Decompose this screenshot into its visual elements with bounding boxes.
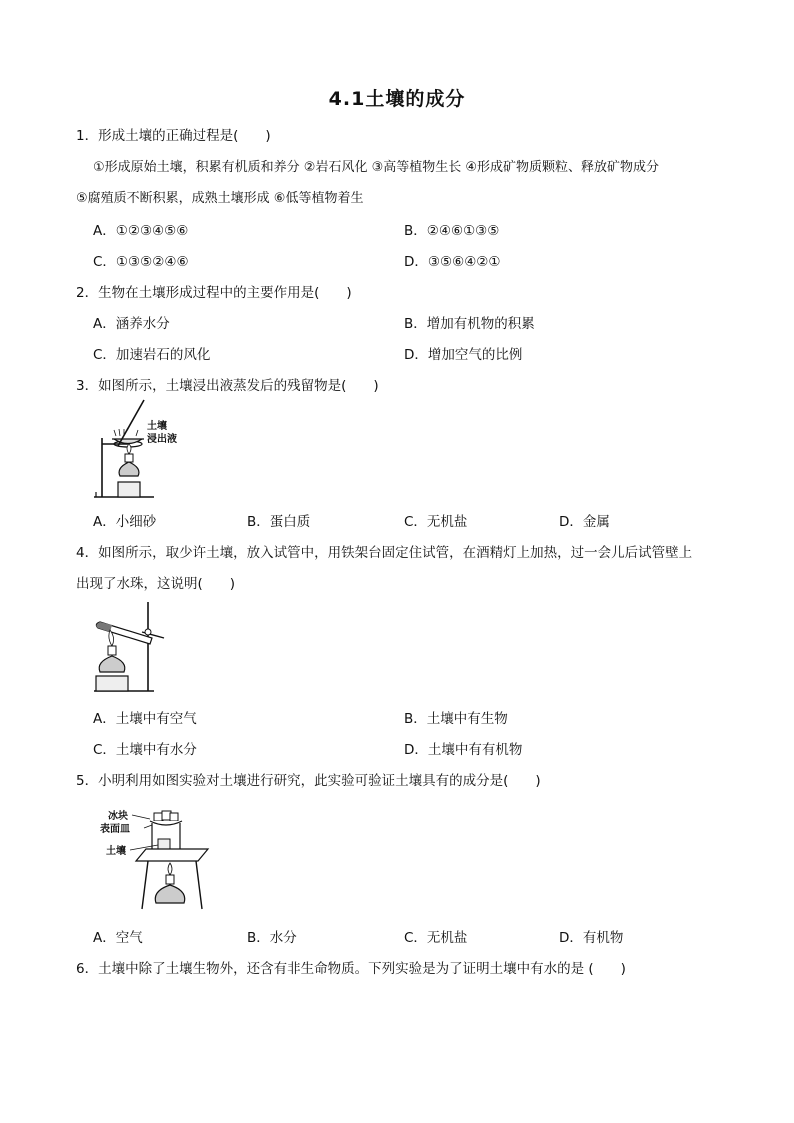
- question-3-option-b[interactable]: B．蛋白质: [247, 514, 311, 530]
- question-2-option-c[interactable]: C．加速岩石的风化: [93, 347, 211, 363]
- question-4-option-c[interactable]: C．土壤中有水分: [93, 742, 197, 758]
- heating-test-tube-figure: [92, 598, 176, 694]
- question-1-stem: 1．形成土壤的正确过程是( ): [76, 128, 271, 144]
- watch-glass-label: 表面皿: [100, 824, 130, 835]
- question-5-stem: 5．小明利用如图实验对土壤进行研究，此实验可验证土壤具有的成分是( ): [76, 773, 541, 789]
- question-5-option-a[interactable]: A．空气: [93, 930, 143, 946]
- question-2-option-b[interactable]: B．增加有机物的积累: [404, 316, 535, 332]
- question-3-option-c[interactable]: C．无机盐: [404, 514, 468, 530]
- question-1-option-b[interactable]: B．②④⑥①③⑤: [404, 223, 500, 239]
- question-5-option-d[interactable]: D．有机物: [559, 930, 624, 946]
- question-6-stem: 6．土壤中除了土壤生物外，还含有非生命物质。下列实验是为了证明土壤中有水的是 ( ): [76, 961, 626, 977]
- question-1-statement-line2: ⑤腐殖质不断积累，成熟土壤形成 ⑥低等植物着生: [76, 191, 364, 206]
- question-5-option-b[interactable]: B．水分: [247, 930, 297, 946]
- condensation-apparatus-figure: [100, 805, 212, 913]
- soil-label: 土壤: [147, 421, 167, 432]
- question-3-stem: 3．如图所示，土壤浸出液蒸发后的残留物是( ): [76, 378, 379, 394]
- evaporation-apparatus-figure: [92, 396, 212, 500]
- question-4-stem-line1: 4．如图所示，取少许土壤，放入试管中，用铁架台固定住试管，在酒精灯上加热，过一会儿后试管壁上: [76, 545, 693, 561]
- question-4-option-b[interactable]: B．土壤中有生物: [404, 711, 508, 727]
- question-4-stem-line2: 出现了水珠，这说明( ): [76, 576, 236, 592]
- question-1-statement-line1: ①形成原始土壤，积累有机质和养分 ②岩石风化 ③高等植物生长 ④形成矿物质颗粒、释放矿物成分: [93, 160, 660, 175]
- question-1-option-d[interactable]: D．③⑤⑥④②①: [404, 254, 501, 270]
- ice-label: 冰块: [108, 811, 128, 822]
- leachate-label: 浸出液: [147, 434, 177, 445]
- question-4-option-a[interactable]: A．土壤中有空气: [93, 711, 197, 727]
- question-1-option-a[interactable]: A．①②③④⑤⑥: [93, 223, 189, 239]
- question-4-option-d[interactable]: D．土壤中有有机物: [404, 742, 523, 758]
- question-1-option-c[interactable]: C．①③⑤②④⑥: [93, 254, 189, 270]
- question-5-option-c[interactable]: C．无机盐: [404, 930, 468, 946]
- question-2-option-d[interactable]: D．增加空气的比例: [404, 347, 523, 363]
- question-2-option-a[interactable]: A．涵养水分: [93, 316, 170, 332]
- question-3-option-a[interactable]: A．小细砂: [93, 514, 157, 530]
- soil-label: 土壤: [106, 846, 126, 857]
- question-2-stem: 2．生物在土壤形成过程中的主要作用是( ): [76, 285, 352, 301]
- question-3-option-d[interactable]: D．金属: [559, 514, 610, 530]
- page-title: 4.1土壤的成分: [328, 88, 466, 110]
